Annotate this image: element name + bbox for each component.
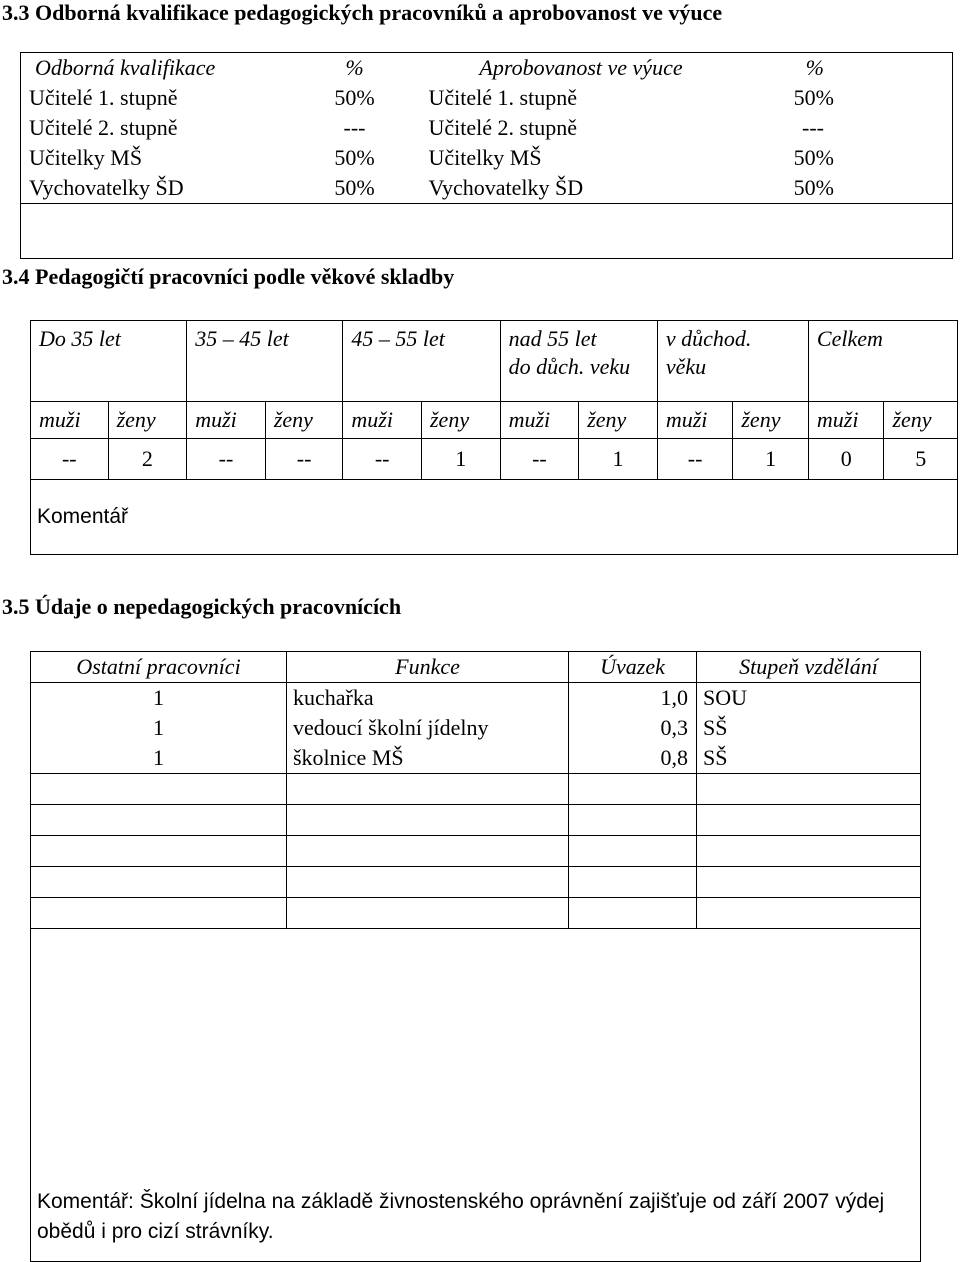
table-row <box>21 173 953 204</box>
table-cell: SŠ <box>697 743 921 774</box>
age-group-label: věku <box>665 354 707 379</box>
table-cell: --- <box>802 115 824 140</box>
sex-label: muži <box>657 402 733 439</box>
empty-cell <box>287 898 569 929</box>
table-cell: --- <box>343 115 366 140</box>
empty-cell <box>287 867 569 898</box>
empty-cell <box>569 898 697 929</box>
empty-cell <box>697 774 921 805</box>
table-cell: 50% <box>793 145 834 170</box>
qualification-table <box>20 52 953 259</box>
age-group-header <box>343 321 500 402</box>
empty-row <box>31 867 921 898</box>
table-row <box>31 713 921 743</box>
table-cell: Učitelé 1. stupně <box>29 85 178 110</box>
count-cell: -- <box>657 439 733 480</box>
empty-row <box>21 204 953 259</box>
table-row <box>31 743 921 774</box>
empty-cell <box>287 774 569 805</box>
count-cell: -- <box>500 439 579 480</box>
section-35-title: 3.5 Údaje o nepedagogických pracovnících <box>2 594 402 619</box>
table-cell: 50% <box>334 175 375 200</box>
col-header-percent-2: % <box>805 55 824 80</box>
age-group-header <box>187 321 343 402</box>
empty-cell <box>287 805 569 836</box>
table-cell: SOU <box>697 683 921 714</box>
age-group-label: Celkem <box>816 326 883 351</box>
table-cell: SŠ <box>697 713 921 743</box>
sex-label: muži <box>187 402 266 439</box>
sex-label: muži <box>31 402 109 439</box>
comment-label: Komentář <box>31 480 958 555</box>
table-row <box>31 683 921 714</box>
count-cell: -- <box>265 439 343 480</box>
count-cell: -- <box>343 439 422 480</box>
empty-cell <box>569 836 697 867</box>
table-cell: 1 <box>31 743 287 774</box>
table-cell: 1,0 <box>569 683 697 714</box>
empty-cell <box>31 898 287 929</box>
age-group-label: 45 – 55 let <box>351 326 445 351</box>
sex-label: muži <box>343 402 422 439</box>
table-cell: Učitelé 2. stupně <box>428 115 577 140</box>
empty-cell <box>697 867 921 898</box>
count-cell: 5 <box>884 439 958 480</box>
staff-header-row <box>31 652 921 683</box>
empty-cell <box>287 836 569 867</box>
table-cell: Vychovatelky ŠD <box>428 175 584 200</box>
age-group-header <box>808 321 957 402</box>
table-row <box>21 83 953 113</box>
empty-row <box>31 898 921 929</box>
col-header-workload: Úvazek <box>569 652 697 683</box>
table-cell: vedoucí školní jídelny <box>287 713 569 743</box>
col-header-staff: Ostatní pracovníci <box>31 652 287 683</box>
count-cell: 1 <box>422 439 501 480</box>
empty-cell <box>697 836 921 867</box>
sex-label: muži <box>500 402 579 439</box>
count-cell: 0 <box>808 439 884 480</box>
empty-cell <box>21 204 953 259</box>
section-34-title: 3.4 Pedagogičtí pracovníci podle věkové skladby <box>2 264 455 289</box>
empty-row <box>31 836 921 867</box>
age-group-header <box>657 321 808 402</box>
age-group-label: do důch. veku <box>508 354 631 379</box>
table-cell: 50% <box>793 85 834 110</box>
table-cell: 1 <box>31 683 287 714</box>
empty-row <box>31 774 921 805</box>
count-cell: -- <box>187 439 266 480</box>
col-header-function: Funkce <box>287 652 569 683</box>
sex-label: ženy <box>733 402 809 439</box>
count-cell: -- <box>31 439 109 480</box>
empty-cell <box>569 805 697 836</box>
table-cell: 0,3 <box>569 713 697 743</box>
age-group-header <box>31 321 187 402</box>
age-group-label: 35 – 45 let <box>195 326 289 351</box>
table-cell: školnice MŠ <box>287 743 569 774</box>
empty-cell <box>569 774 697 805</box>
values-row <box>31 439 958 480</box>
count-cell: 2 <box>108 439 187 480</box>
sex-label: ženy <box>579 402 658 439</box>
empty-cell <box>31 805 287 836</box>
age-structure-table <box>30 320 958 555</box>
age-group-label: Do 35 let <box>39 326 121 351</box>
age-group-header <box>500 321 657 402</box>
age-group-label: v důchod. <box>665 326 752 351</box>
empty-cell <box>697 898 921 929</box>
section-33-title: 3.3 Odborná kvalifikace pedagogických pracovníků a aprobovanost ve výuce <box>2 0 723 25</box>
table-cell: 1 <box>31 713 287 743</box>
col-header-qualification: Odborná kvalifikace <box>35 55 216 80</box>
table-cell: kuchařka <box>287 683 569 714</box>
col-header-education: Stupeň vzdělání <box>697 652 921 683</box>
count-cell: 1 <box>733 439 809 480</box>
sex-label: muži <box>808 402 884 439</box>
comment-row <box>31 929 921 1262</box>
table-cell: 0,8 <box>569 743 697 774</box>
comment-row <box>31 480 958 555</box>
table-cell: 50% <box>334 145 375 170</box>
table-row <box>21 143 953 173</box>
sex-label: ženy <box>884 402 958 439</box>
empty-cell <box>697 805 921 836</box>
table-cell: 50% <box>793 175 834 200</box>
table-cell: Vychovatelky ŠD <box>29 175 184 200</box>
col-header-percent-1: % <box>345 55 364 80</box>
sex-label: ženy <box>265 402 343 439</box>
table-cell: Učitelé 2. stupně <box>29 115 178 140</box>
staff-comment: Komentář: Školní jídelna na základě živnostenského oprávnění zajišťuje od září 2007 výdej obědů i pro cizí strávníky. <box>31 929 921 1262</box>
empty-row <box>31 805 921 836</box>
table-cell: Učitelé 1. stupně <box>428 85 577 110</box>
age-group-label: nad 55 let <box>508 326 597 351</box>
empty-cell <box>31 867 287 898</box>
table-row <box>21 113 953 143</box>
table-cell: Učitelky MŠ <box>29 145 143 170</box>
empty-cell <box>569 867 697 898</box>
qualification-header-row <box>21 53 953 84</box>
col-header-approbation: Aprobovanost ve výuce <box>479 55 683 80</box>
table-cell: Učitelky MŠ <box>428 145 542 170</box>
sex-label: ženy <box>108 402 187 439</box>
count-cell: 1 <box>579 439 658 480</box>
sex-header-row <box>31 402 958 439</box>
age-group-header-row <box>31 321 958 402</box>
non-teaching-staff-table <box>30 651 921 1262</box>
table-cell: 50% <box>334 85 375 110</box>
sex-label: ženy <box>422 402 501 439</box>
empty-cell <box>31 836 287 867</box>
empty-cell <box>31 774 287 805</box>
